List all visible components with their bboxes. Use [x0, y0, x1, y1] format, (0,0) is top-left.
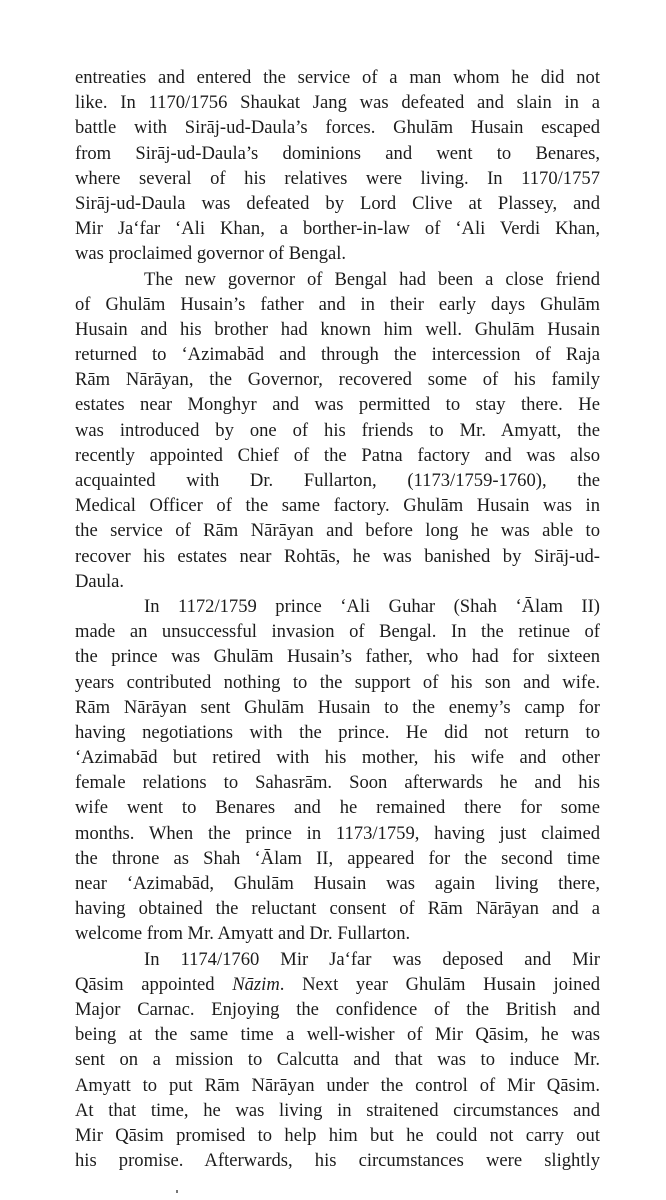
text-line: The new governor of Bengal had been a close friend [144, 268, 600, 290]
text-line: having obtained the reluctant consent of Rām Nārāyan and a [75, 898, 600, 920]
text-line: wife went to Benares and he remained there for some [75, 797, 600, 819]
text-line: from Sirāj-ud-Daula’s dominions and went to Benares, [75, 142, 600, 164]
text-line: Mir Ja‘far ‘Ali Khan, a borther-in-law of ‘Ali Verdi Khan, [75, 218, 600, 240]
text-line: Mir Qāsim promised to help him but he could not carry out [75, 1124, 600, 1146]
paragraph-1 [75, 65, 600, 267]
text-line: Rām Nārāyan sent Ghulām Husain to the enemy’s camp for [75, 696, 600, 718]
paragraph-3 [75, 594, 600, 947]
text-line: female relations to Sahasrām. Soon afterwards he and his [75, 772, 600, 794]
text-line: near ‘Azimabād, Ghulām Husain was again living there, [75, 873, 600, 894]
text-run: Qāsim appointed [75, 973, 233, 995]
text-line: Rām Nārāyan, the Governor, recovered some of his family [75, 369, 600, 391]
text-line: recover his estates near Rohtās, he was banished by Sirāj-ud- [75, 545, 600, 567]
text-line: like. In 1170/1756 Shaukat Jang was defeated and slain in a [75, 92, 600, 114]
text-line: months. When the prince in 1173/1759, having just claimed [75, 822, 600, 844]
text-line: returned to ‘Azimabād and through the intercession of Raja [75, 344, 600, 366]
text-line: made an unsuccessful invasion of Bengal. In the retinue of [75, 621, 600, 643]
text-line: battle with Sirāj-ud-Daula’s forces. Ghulām Husain escaped [75, 117, 600, 139]
text-line: years contributed nothing to the support of his son and wife. [75, 671, 600, 693]
text-line: his promise. Afterwards, his circumstances were slightly [75, 1150, 600, 1172]
italic-term-nazim: Nāzim [232, 973, 280, 995]
text-line: In 1172/1759 prince ‘Ali Guhar (Shah ‘Ālam II) [144, 595, 600, 617]
text-line: entreaties and entered the service of a man whom he did not [75, 67, 600, 88]
text-line: Medical Officer of the same factory. Ghulām Husain was in [75, 495, 600, 517]
text-line: Amyatt to put Rām Nārāyan under the control of Mir Qāsim. [75, 1074, 600, 1096]
text-line: recently appointed Chief of the Patna factory and was also [75, 444, 600, 466]
text-line: Daula. [75, 570, 125, 592]
text-line: the service of Rām Nārāyan and before long he was able to [75, 520, 600, 542]
text-line: acquainted with Dr. Fullarton, (1173/1759-1760), the [75, 470, 600, 491]
text-line: the throne as Shah ‘Ālam II, appeared for the second time [75, 847, 600, 869]
text-line: welcome from Mr. Amyatt and Dr. Fullarton. [75, 923, 411, 945]
text-line: was introduced by one of his friends to Mr. Amyatt, the [75, 419, 600, 441]
paragraph-2 [75, 267, 600, 594]
text-line: estates near Monghyr and was permitted to stay there. He [75, 394, 600, 416]
text-line: Husain and his brother had known him well. Ghulām Husain [75, 318, 600, 340]
text-line: Sirāj-ud-Daula was defeated by Lord Clive at Plassey, and [75, 192, 600, 214]
text-line: where several of his relatives were living. In 1170/1757 [75, 167, 600, 189]
text-line: having negotiations with the prince. He did not return to [75, 721, 600, 743]
page-body [75, 65, 600, 1173]
text-line: being at the same time a well-wisher of Mir Qāsim, he was [75, 1024, 600, 1046]
text-line: Major Carnac. Enjoying the confidence of the British and [75, 998, 600, 1020]
scan-speck [176, 1190, 178, 1193]
text-line: At that time, he was living in straitened circumstances and [75, 1099, 600, 1121]
text-line: In 1174/1760 Mir Ja‘far was deposed and Mir [144, 948, 600, 970]
text-line: of Ghulām Husain’s father and in their early days Ghulām [75, 293, 600, 315]
text-line: ‘Azimabād but retired with his mother, his wife and other [75, 747, 600, 769]
text-run: . Next year Ghulām Husain joined [279, 973, 600, 995]
text-line: was proclaimed governor of Bengal. [75, 243, 347, 265]
paragraph-4 [75, 947, 600, 1174]
text-line [75, 972, 600, 997]
text-line: the prince was Ghulām Husain’s father, who had for sixteen [75, 646, 600, 668]
text-line: sent on a mission to Calcutta and that was to induce Mr. [75, 1049, 600, 1071]
